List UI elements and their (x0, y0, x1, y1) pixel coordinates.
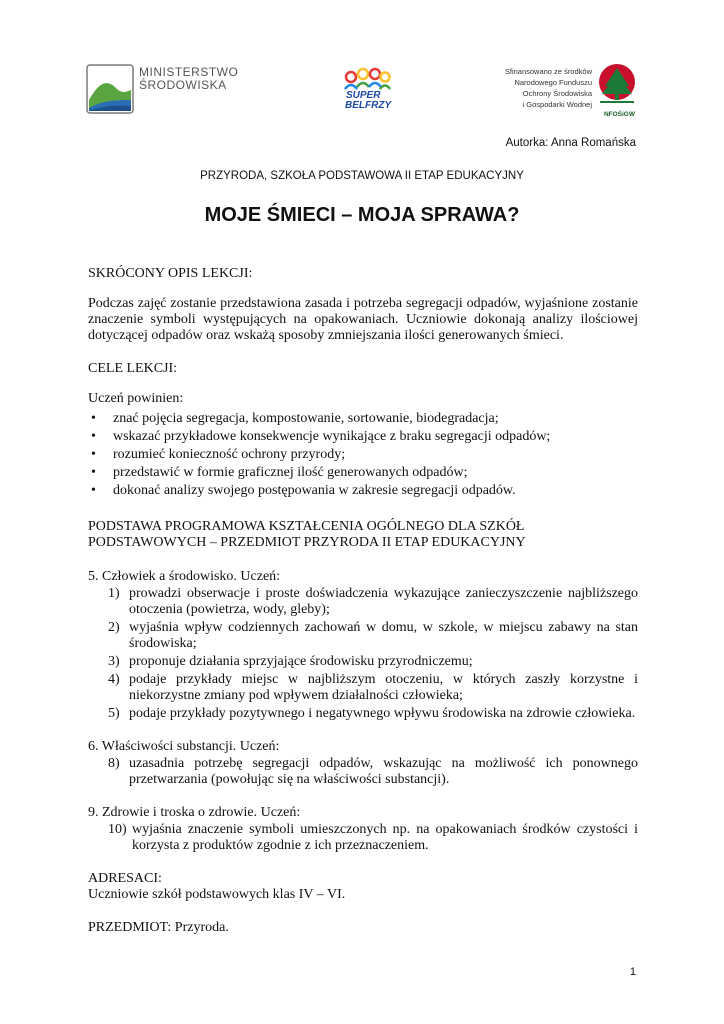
item-number: 2) (108, 620, 120, 635)
nfosigw-line: Sfinansowano ze środków (504, 67, 592, 76)
item-text: podaje przykłady miejsc w najbliższym otoczeniu, w których zaszły korzystne i niekorzystne zmiany pod wpływem działalności człowieka; (129, 672, 638, 703)
ministry-name-line2: ŚRODOWISKA (139, 78, 227, 92)
list-item: • przedstawić w formie graficznej ilość generowanych odpadów; (88, 465, 638, 481)
item-text: wyjaśnia wpływ codziennych zachowań w domu, w szkole, w miejscu zabawy na stan środowiska; (129, 620, 638, 651)
item-number: 8) (108, 756, 120, 771)
item-text: wyjaśnia znaczenie symboli umieszczonych np. na opakowaniach środków czystości i korzysta z produktów zgodnie z ich przeznaczeniem. (132, 822, 638, 853)
summary-heading: SKRÓCONY OPIS LEKCJI: (88, 266, 253, 281)
section-6-list (88, 756, 638, 788)
ministry-name-line1: MINISTERSTWO (139, 65, 239, 79)
item-number: 5) (108, 706, 120, 721)
superbelfrzy-text-line2: BELFRZY (345, 100, 392, 111)
author-line: Autorka: Anna Romańska (505, 137, 636, 149)
goals-list (88, 411, 638, 499)
goals-heading: CELE LEKCJI: (88, 361, 178, 376)
page-number: 1 (629, 966, 636, 978)
item-number: 10) (108, 822, 127, 837)
item-text: proponuje działania sprzyjające środowisku przyrodniczemu; (129, 654, 473, 669)
page-title: MOJE ŚMIECI – MOJA SPRAWA? (204, 204, 520, 226)
audience-heading: ADRESACI: (88, 871, 162, 886)
superbelfrzy-logo (342, 63, 392, 115)
item-text: prowadzi obserwacje i proste doświadczenia wykazujące zanieczyszczenie najbliższego otoczenia (powietrza, wody, gleby); (129, 586, 638, 617)
nfosigw-line: i Gospodarki Wodnej (522, 100, 592, 109)
nfosigw-funding-note (505, 66, 592, 110)
section-title: 9. Zdrowie i troska o zdrowie. Uczeń: (88, 805, 301, 820)
document-body (88, 266, 638, 936)
item-number: 3) (108, 654, 120, 669)
section-title: 5. Człowiek a środowisko. Uczeń: (88, 569, 281, 584)
ministry-logo (86, 64, 246, 116)
curriculum-heading-line2: PODSTAWOWYCH – PRZEDMIOT PRZYRODA II ETAP EDUKACYJNY (88, 535, 526, 550)
item-number: 1) (108, 586, 120, 601)
subject-line: PRZEDMIOT: Przyroda. (88, 920, 229, 935)
goals-intro: Uczeń powinien: (88, 391, 184, 406)
nfosigw-logo (488, 62, 640, 120)
list-item: • wskazać przykładowe konsekwencje wynikające z braku segregacji odpadów; (88, 429, 638, 445)
section-title: 6. Właściwości substancji. Uczeń: (88, 739, 280, 754)
item-text: podaje przykłady pozytywnego i negatywnego wpływu środowiska na zdrowie człowieka. (129, 706, 636, 721)
list-item: • znać pojęcia segregacja, kompostowanie, sortowanie, biodegradacja; (88, 411, 638, 427)
section-5-list (88, 586, 638, 722)
list-item (88, 586, 638, 618)
item-number: 4) (108, 672, 120, 687)
curriculum-heading-line1: PODSTAWA PROGRAMOWA KSZTAŁCENIA OGÓLNEGO DLA SZKÓŁ (88, 519, 525, 534)
list-item: • dokonać analizy swojego postępowania w zakresie segregacji odpadów. (88, 483, 638, 499)
nfosigw-abbreviation: NFOŚiGW (603, 111, 635, 118)
superbelfrzy-text-line1: SUPER (346, 90, 381, 101)
nfosigw-line: Narodowego Funduszu (514, 78, 592, 87)
list-item (88, 620, 638, 652)
superbelfrzy-people-icon (342, 63, 392, 91)
list-item (88, 706, 638, 722)
item-text: uzasadnia potrzebę segregacji odpadów, wskazując na możliwość ich ponownego przetwarzania (powołując się na właściwości substancji). (129, 756, 638, 787)
list-item (88, 756, 638, 788)
section-9-list (88, 822, 638, 854)
summary-text: Podczas zajęć zostanie przedstawiona zasada i potrzeba segregacji odpadów, wyjaśnione zostanie znaczenie symboli występujących na opakowaniach. Uczniowie dokonają analizy ilościowej dotyczącej odpadów oraz wskażą sposoby zmniejszania ilości generowanych śmieci. (88, 296, 638, 343)
audience-text: Uczniowie szkół podstawowych klas IV – VI. (88, 887, 346, 902)
nfosigw-tree-icon (594, 62, 640, 110)
nfosigw-line: Ochrony Środowiska (522, 89, 592, 98)
subject-header: PRZYRODA, SZKOŁA PODSTAWOWA II ETAP EDUKACYJNY (200, 170, 524, 182)
list-item (88, 822, 638, 854)
list-item (88, 654, 638, 670)
ministry-emblem-icon (86, 64, 134, 114)
list-item: • rozumieć konieczność ochrony przyrody; (88, 447, 638, 463)
list-item (88, 672, 638, 704)
